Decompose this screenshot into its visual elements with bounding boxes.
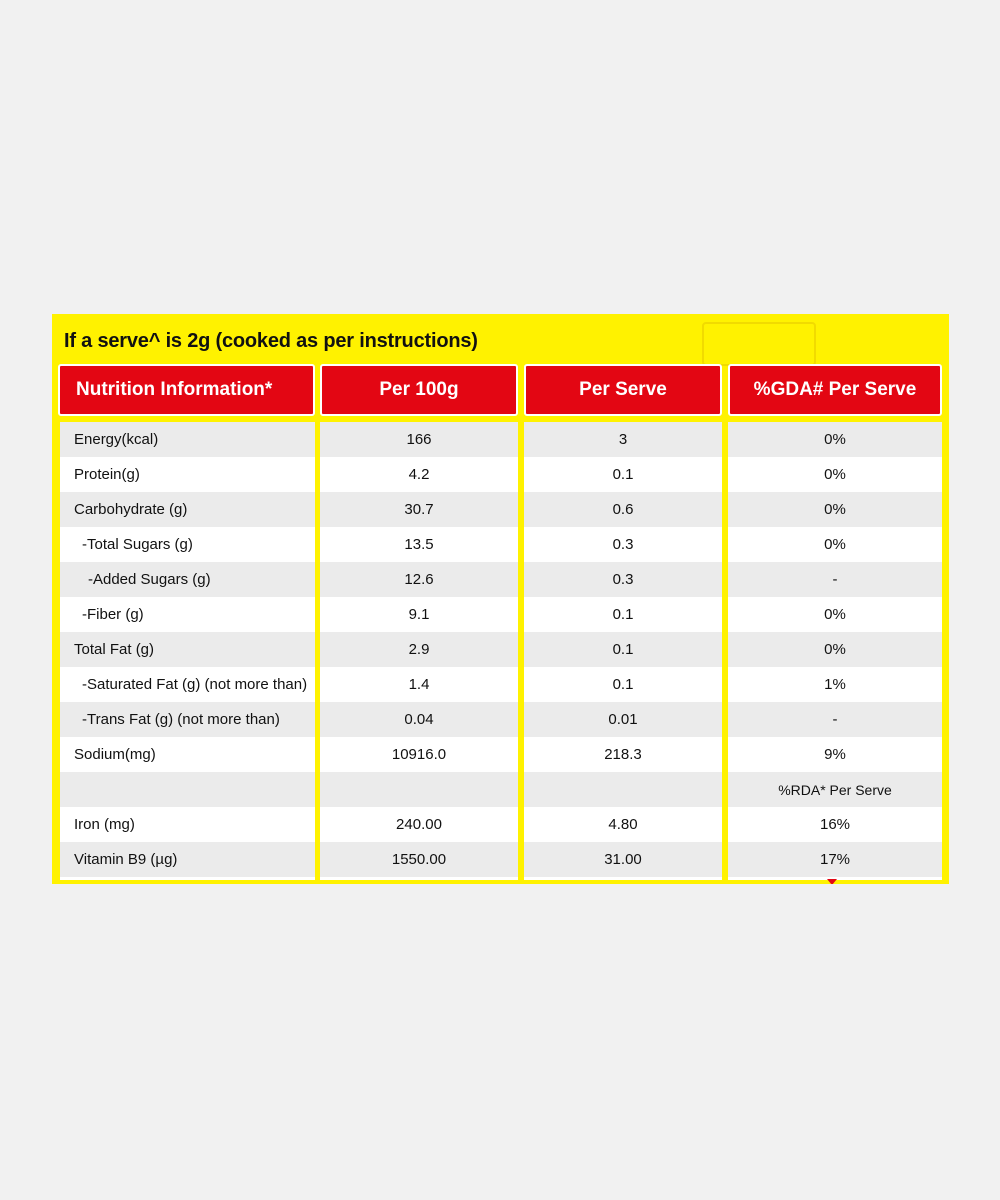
nutrient-name: Iron (mg) [60,807,315,842]
per-serve-value: 0.3 [524,527,722,562]
nutrient-name: Total Fat (g) [60,632,315,667]
per-serve-value: 0.3 [524,562,722,597]
header-nutrition-information: Nutrition Information* [58,364,315,416]
nutrient-name: Sodium(mg) [60,737,315,772]
per-100g-value: 13.5 [320,527,518,562]
per-serve-value: 3 [524,422,722,457]
per-100g-value: 12.6 [320,562,518,597]
per-serve-value: 0.1 [524,457,722,492]
nutrient-name: Energy(kcal) [60,422,315,457]
serve-title: If a serve^ is 2g (cooked as per instructions) [64,330,478,352]
gda-value: 1% [728,667,942,702]
column-nutrient-names [58,420,317,882]
per-serve-value: 0.6 [524,492,722,527]
header-gda-per-serve: %GDA# Per Serve [728,364,942,416]
decorative-triangle-icon [827,879,837,884]
per-100g-value: 0.04 [320,702,518,737]
per-100g-value: 4.2 [320,457,518,492]
header-per-serve: Per Serve [524,364,722,416]
gda-value: - [728,702,942,737]
per-100g-value: 9.1 [320,597,518,632]
per-100g-value: 1.4 [320,667,518,702]
nutrient-name: -Fiber (g) [60,597,315,632]
nutrient-name: Carbohydrate (g) [60,492,315,527]
column-gda-per-serve [726,420,944,882]
per-serve-value: 0.1 [524,667,722,702]
per-serve-value: 4.80 [524,807,722,842]
nutrient-name: Vitamin B9 (µg) [60,842,315,877]
gda-value: 17% [728,842,942,877]
gda-value: 0% [728,422,942,457]
header-per-100g: Per 100g [320,364,518,416]
nutrient-name: Protein(g) [60,457,315,492]
per-100g-value: 2.9 [320,632,518,667]
per-100g-value: 240.00 [320,807,518,842]
per-serve-value: 0.01 [524,702,722,737]
per-100g-value: 1550.00 [320,842,518,877]
per-100g-value: 30.7 [320,492,518,527]
per-serve-value [524,772,722,807]
nutrient-name [60,772,315,807]
per-100g-value [320,772,518,807]
per-serve-value: 0.1 [524,597,722,632]
per-serve-value: 218.3 [524,737,722,772]
rda-subheader: %RDA* Per Serve [728,772,942,807]
per-serve-value: 0.1 [524,632,722,667]
gda-value: 16% [728,807,942,842]
gda-value: 0% [728,457,942,492]
per-100g-value: 10916.0 [320,737,518,772]
column-per-serve [522,420,724,882]
gda-value: 0% [728,632,942,667]
gda-value: 0% [728,492,942,527]
gda-value: 9% [728,737,942,772]
nutrient-name: -Total Sugars (g) [60,527,315,562]
nutrient-name: -Trans Fat (g) (not more than) [60,702,315,737]
gda-value: - [728,562,942,597]
nutrition-panel [52,314,949,884]
gda-value: 0% [728,597,942,632]
per-serve-value: 31.00 [524,842,722,877]
nutrient-name: -Saturated Fat (g) (not more than) [60,667,315,702]
gda-value: 0% [728,527,942,562]
column-per-100g [318,420,520,882]
nutrient-name: -Added Sugars (g) [60,562,315,597]
per-100g-value: 166 [320,422,518,457]
